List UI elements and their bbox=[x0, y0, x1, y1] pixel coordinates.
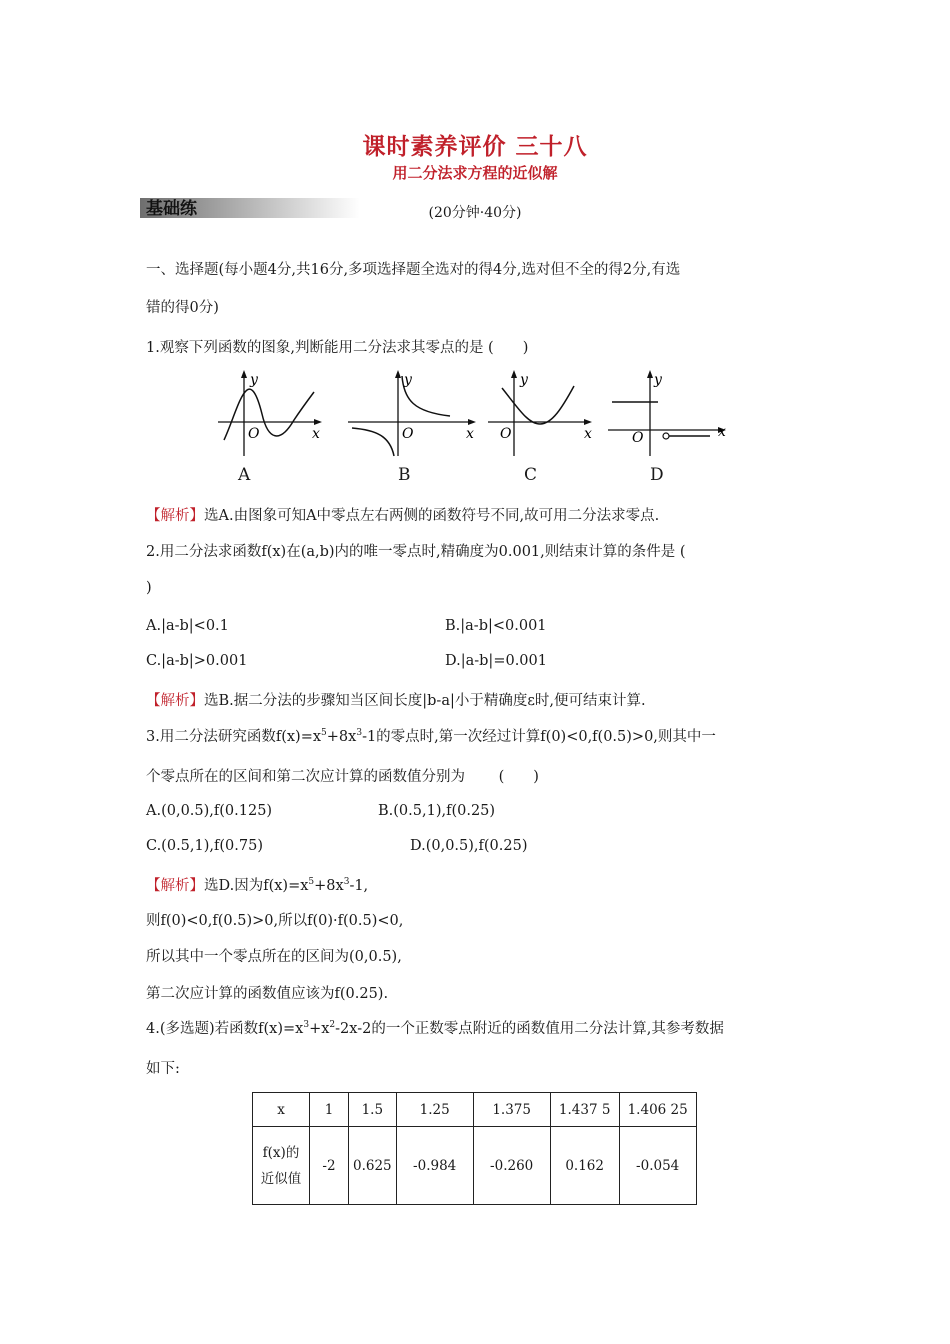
graph-d bbox=[606, 364, 736, 460]
graph-d-open-point bbox=[663, 433, 669, 439]
table-cell: 1.5 bbox=[349, 1093, 397, 1127]
graph-d-label: D bbox=[650, 465, 664, 485]
table-row bbox=[253, 1127, 697, 1205]
table-cell: -0.260 bbox=[473, 1127, 550, 1205]
q1-stem: 1.观察下列函数的图象,判断能用二分法求其零点的是 ( ) bbox=[146, 340, 529, 356]
graph-c-curve bbox=[502, 386, 574, 424]
q1-analysis-text: 选A.由图象可知A中零点左右两侧的函数符号不同,故可用二分法求零点. bbox=[204, 508, 660, 524]
graph-d-origin-label: O bbox=[632, 430, 644, 446]
q2-option-a: A.|a-b|<0.1 bbox=[146, 618, 229, 634]
q4-stem-part: +x bbox=[309, 1021, 330, 1037]
graph-d-y-label: y bbox=[654, 372, 662, 388]
q4-data-table bbox=[252, 1092, 697, 1205]
graph-b-x-arrow bbox=[468, 419, 476, 425]
graph-a bbox=[216, 364, 328, 460]
table-header-fx-line1: f(x)的 bbox=[262, 1144, 300, 1161]
q3-analysis-exponent: 5 bbox=[308, 877, 315, 888]
q3-analysis-4: 第二次应计算的函数值应该为f(0.25). bbox=[146, 986, 389, 1002]
time-score: (20分钟·40分) bbox=[428, 205, 522, 221]
table-cell: 1.25 bbox=[396, 1093, 473, 1127]
graph-b-y-arrow bbox=[395, 370, 401, 378]
q3-stem-part: +8x bbox=[326, 729, 357, 745]
graph-c-y-label: y bbox=[520, 372, 528, 388]
page-title: 课时素养评价 三十八 bbox=[362, 134, 588, 160]
table-row bbox=[253, 1093, 697, 1127]
graph-b bbox=[346, 364, 481, 460]
q3-analysis-exponent: 3 bbox=[343, 877, 350, 888]
q4-stem-1 bbox=[146, 1017, 724, 1038]
q3-option-d: D.(0,0.5),f(0.25) bbox=[410, 838, 528, 854]
table-cell: 0.162 bbox=[550, 1127, 619, 1205]
table-cell: 1.406 25 bbox=[619, 1093, 696, 1127]
page-subtitle: 用二分法求方程的近似解 bbox=[392, 164, 558, 182]
q3-stem-part: -1的零点时,第一次经过计算f(0)<0,f(0.5)>0,则其中一 bbox=[362, 729, 716, 745]
graph-a-x-arrow bbox=[314, 419, 322, 425]
section-instructions-2: 错的得0分) bbox=[146, 300, 219, 316]
q4-exponent: 2 bbox=[329, 1020, 336, 1031]
badge-label: 基础练 bbox=[146, 199, 197, 219]
q2-stem-2: ) bbox=[146, 580, 152, 596]
graph-a-curve bbox=[224, 389, 314, 440]
q2-stem-1: 2.用二分法求函数f(x)在(a,b)内的唯一零点时,精确度为0.001,则结束计算的条件是 ( bbox=[146, 544, 686, 560]
graph-b-label: B bbox=[398, 465, 411, 485]
table-cell: -2 bbox=[310, 1127, 349, 1205]
analysis-label: 【解析】 bbox=[146, 878, 204, 894]
q2-option-d: D.|a-b|=0.001 bbox=[445, 653, 547, 669]
q4-exponent: 3 bbox=[303, 1020, 310, 1031]
table-header-fx bbox=[253, 1127, 310, 1205]
graph-b-x-label: x bbox=[466, 426, 474, 442]
q3-exponent: 3 bbox=[356, 728, 363, 739]
q2-analysis-text: 选B.据二分法的步骤知当区间长度|b-a|小于精确度ε时,便可结束计算. bbox=[204, 693, 646, 709]
q3-analysis-part: -1, bbox=[349, 878, 369, 894]
table-cell: 1.375 bbox=[473, 1093, 550, 1127]
graph-a-origin-label: O bbox=[248, 426, 260, 442]
table-cell: -0.984 bbox=[396, 1127, 473, 1205]
table-cell: 1.437 5 bbox=[550, 1093, 619, 1127]
analysis-label: 【解析】 bbox=[146, 508, 204, 524]
q4-stem-part: 4.(多选题)若函数f(x)=x bbox=[146, 1021, 304, 1037]
section-instructions-1: 一、选择题(每小题4分,共16分,多项选择题全选对的得4分,选对但不全的得2分,有选 bbox=[146, 262, 681, 278]
graph-d-x-label: x bbox=[718, 424, 726, 440]
q3-option-b: B.(0.5,1),f(0.25) bbox=[378, 803, 496, 819]
graph-a-x-label: x bbox=[312, 426, 320, 442]
q4-stem-2: 如下: bbox=[146, 1061, 180, 1077]
graph-a-y-label: y bbox=[250, 372, 258, 388]
q3-analysis-part: 选D.因为f(x)=x bbox=[204, 878, 309, 894]
table-cell: 0.625 bbox=[349, 1127, 397, 1205]
table-header-fx-line2: 近似值 bbox=[260, 1170, 302, 1187]
q3-stem-2: 个零点所在的区间和第二次应计算的函数值分别为 ( ) bbox=[146, 769, 539, 785]
q3-exponent: 5 bbox=[321, 728, 327, 739]
graph-b-y-label: y bbox=[404, 372, 412, 388]
q3-analysis-1 bbox=[146, 874, 368, 895]
q4-stem-part: -2x-2的一个正数零点附近的函数值用二分法计算,其参考数据 bbox=[335, 1021, 724, 1037]
table-cell: 1 bbox=[310, 1093, 349, 1127]
q3-stem-1 bbox=[146, 725, 716, 746]
q3-option-c: C.(0.5,1),f(0.75) bbox=[146, 838, 263, 854]
q3-analysis-3: 所以其中一个零点所在的区间为(0,0.5), bbox=[146, 949, 402, 965]
graph-c-x-label: x bbox=[584, 426, 592, 442]
graph-c-label: C bbox=[524, 465, 538, 485]
graph-c-x-arrow bbox=[584, 419, 592, 425]
q3-stem-part: 3.用二分法研究函数f(x)=x bbox=[146, 729, 322, 745]
table-header-x: x bbox=[253, 1093, 310, 1127]
graph-a-label: A bbox=[238, 465, 251, 485]
analysis-label: 【解析】 bbox=[146, 693, 204, 709]
q2-option-c: C.|a-b|>0.001 bbox=[146, 653, 248, 669]
graph-b-origin-label: O bbox=[402, 426, 414, 442]
q2-analysis bbox=[146, 689, 646, 710]
q3-analysis-2: 则f(0)<0,f(0.5)>0,所以f(0)·f(0.5)<0, bbox=[146, 913, 404, 929]
graph-c-origin-label: O bbox=[500, 426, 512, 442]
graph-d-y-arrow bbox=[647, 370, 653, 378]
graph-c bbox=[486, 364, 598, 460]
q1-analysis bbox=[146, 504, 659, 525]
q3-option-a: A.(0,0.5),f(0.125) bbox=[146, 803, 273, 819]
graph-b-curve-left bbox=[352, 428, 394, 456]
q2-option-b: B.|a-b|<0.001 bbox=[445, 618, 547, 634]
q3-analysis-part: +8x bbox=[314, 878, 344, 894]
graph-a-y-arrow bbox=[241, 370, 247, 378]
table-cell: -0.054 bbox=[619, 1127, 696, 1205]
graph-c-y-arrow bbox=[511, 370, 517, 378]
